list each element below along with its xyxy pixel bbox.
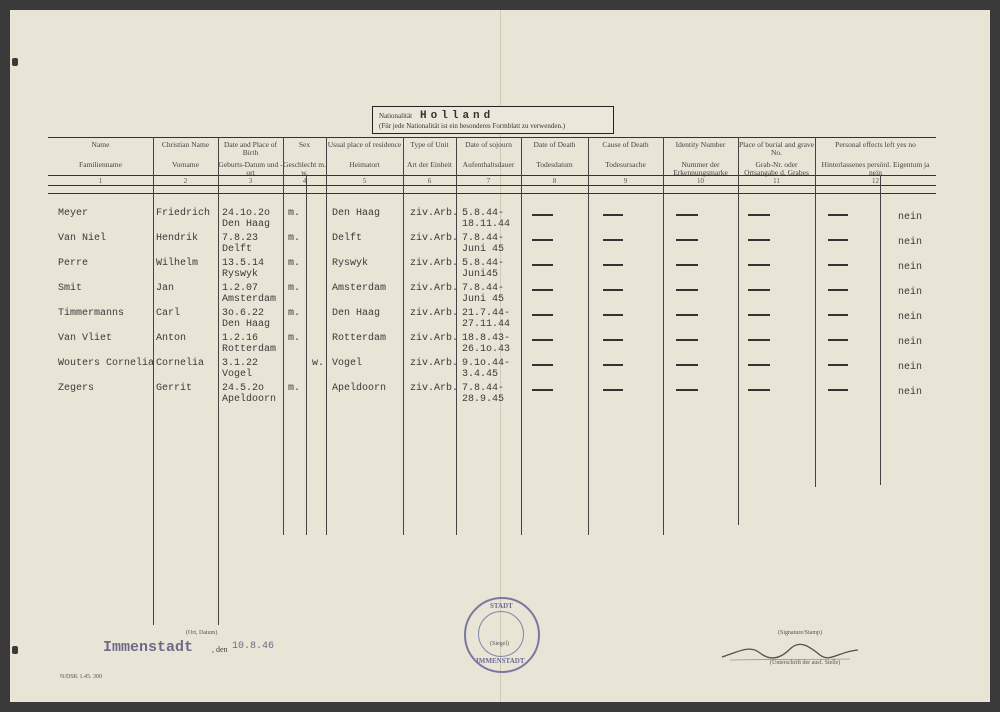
cell-sex-m: m. (288, 233, 301, 244)
cell-name: Timmermanns (58, 308, 125, 319)
column-header-en: Personal effects left yes no (835, 140, 916, 149)
empty-dash (603, 339, 623, 341)
cell-unit: ziv.Arb. (410, 333, 459, 344)
cell-effects: nein (898, 212, 923, 223)
city-seal (464, 597, 540, 673)
column-number: 8 (552, 177, 557, 185)
cell-name: Meyer (58, 208, 89, 219)
cell-stay1: 21.7.44- (462, 308, 511, 319)
form-code: N/DSK 1.45. 300 (60, 674, 103, 680)
column-rule (663, 137, 664, 535)
cell-birth1: 24.5.2o (222, 383, 265, 394)
column-number: 5 (362, 177, 367, 185)
seal-caption: (Siegel) (490, 641, 509, 647)
cell-name: Perre (58, 258, 89, 269)
cell-stay1: 9.1o.44- (462, 358, 511, 369)
seal-bottom-text: IMMENSTADT (476, 657, 525, 665)
empty-dash (532, 264, 553, 266)
cell-home: Amsterdam (332, 283, 387, 294)
cell-effects: nein (898, 287, 923, 298)
den-label: , den (212, 645, 228, 654)
empty-dash (828, 339, 848, 341)
empty-dash (532, 239, 553, 241)
empty-dash (603, 214, 623, 216)
column-rule (521, 137, 522, 535)
cell-stay2: 27.11.44 (462, 319, 511, 330)
cell-birth1: 3.1.22 (222, 358, 259, 369)
cell-unit: ziv.Arb. (410, 308, 459, 319)
column-header-de: Grab-Nr. oder Ortsangabe d. Grabes (744, 160, 809, 177)
column-rule (283, 137, 284, 535)
cell-sex-m: m. (288, 308, 301, 319)
empty-dash (748, 289, 770, 291)
cell-effects: nein (898, 237, 923, 248)
sex-subcolumn-rule (306, 175, 307, 535)
empty-dash (676, 339, 698, 341)
cell-birth2: Den Haag (222, 319, 271, 330)
cell-sex-w: w. (312, 358, 325, 369)
empty-dash (603, 264, 623, 266)
cell-name: Zegers (58, 383, 95, 394)
cell-stay2: 28.9.45 (462, 394, 505, 405)
column-header-de: Heimatort (349, 160, 380, 169)
nationality-label: Nationalität (379, 112, 413, 120)
empty-dash (603, 364, 623, 366)
column-header-de: Art der Einheit (407, 160, 452, 169)
cell-first: Cornelia (156, 358, 205, 369)
empty-dash (828, 264, 848, 266)
empty-dash (828, 289, 848, 291)
cell-birth1: 1.2.16 (222, 333, 259, 344)
cell-first: Jan (156, 283, 175, 294)
nationality-box (372, 106, 614, 134)
cell-effects: nein (898, 337, 923, 348)
cell-stay1: 7.8.44- (462, 233, 505, 244)
column-number: 7 (486, 177, 491, 185)
cell-stay2: Juni45 (462, 269, 499, 280)
cell-home: Rotterdam (332, 333, 387, 344)
handwritten-signature (720, 641, 860, 663)
cell-birth1: 1.2.07 (222, 283, 259, 294)
column-header-en: Usual place of residence (327, 140, 402, 149)
column-header-en: Date of Death (533, 140, 576, 149)
cell-home: Delft (332, 233, 363, 244)
column-rule (153, 137, 154, 625)
punch-hole (12, 646, 18, 654)
cell-stay2: 26.1o.43 (462, 344, 511, 355)
empty-dash (748, 314, 770, 316)
column-header-de: Familienname (79, 160, 122, 169)
cell-sex-m: m. (288, 333, 301, 344)
cell-home: Vogel (332, 358, 363, 369)
cell-home: Den Haag (332, 208, 381, 219)
signature-caption: (Signature/Stamp) (778, 630, 822, 636)
cell-effects: nein (898, 362, 923, 373)
nationality-note: (Für jede Nationalität ist ein besonderes Formblatt zu verwenden.) (379, 122, 566, 130)
cell-home: Den Haag (332, 308, 381, 319)
column-number: 1 (98, 177, 103, 185)
empty-dash (676, 264, 698, 266)
column-header-en: Date of sojourn (465, 140, 512, 149)
column-header-en: Cause of Death (602, 140, 649, 149)
empty-dash (532, 214, 553, 216)
empty-dash (828, 239, 848, 241)
punch-hole (12, 58, 18, 66)
cell-birth2: Den Haag (222, 219, 271, 230)
empty-dash (748, 264, 770, 266)
column-header-de: Nummer der Erkennungsmarke (673, 160, 728, 177)
column-rule (403, 137, 404, 535)
cell-name: Van Niel (58, 233, 107, 244)
nationality-value: Holland (420, 110, 495, 122)
empty-dash (828, 214, 848, 216)
column-header-en: Date and Place of Birth (223, 140, 278, 157)
empty-dash (828, 389, 848, 391)
column-rule (326, 137, 327, 535)
column-header-de: Aufenthaltsdauer (462, 160, 515, 169)
column-header-en: Christian Name (161, 140, 210, 149)
cell-name: Van Vliet (58, 333, 113, 344)
cell-effects: nein (898, 387, 923, 398)
empty-dash (603, 389, 623, 391)
empty-dash (748, 339, 770, 341)
empty-dash (676, 389, 698, 391)
cell-stay1: 5.8.44- (462, 258, 505, 269)
cell-effects: nein (898, 312, 923, 323)
column-header-en: Place of burial and grave No. (739, 140, 814, 157)
cell-first: Anton (156, 333, 187, 344)
column-rule (738, 137, 739, 525)
cell-birth2: Apeldoorn (222, 394, 277, 405)
empty-dash (828, 314, 848, 316)
column-number: 9 (623, 177, 628, 185)
column-number: 3 (248, 177, 253, 185)
empty-dash (676, 239, 698, 241)
place-date-caption: (Ort, Datum) (186, 630, 218, 636)
cell-sex-m: m. (288, 258, 301, 269)
column-number: 2 (183, 177, 188, 185)
cell-birth2: Vogel (222, 369, 253, 380)
empty-dash (676, 214, 698, 216)
empty-dash (676, 289, 698, 291)
signature-caption-de: (Unterschrift der ausf. Stelle) (770, 660, 841, 666)
cell-sex-m: m. (288, 283, 301, 294)
empty-dash (603, 239, 623, 241)
cell-sex-m: m. (288, 383, 301, 394)
cell-stay2: Juni 45 (462, 244, 505, 255)
cell-first: Carl (156, 308, 181, 319)
cell-first: Friedrich (156, 208, 211, 219)
column-header-de: Geburts-Datum und -ort (218, 160, 283, 177)
column-number: 10 (697, 177, 704, 185)
seal-top-text: STADT (490, 602, 513, 610)
cell-stay2: Juni 45 (462, 294, 505, 305)
cell-unit: ziv.Arb. (410, 233, 459, 244)
column-number: 12 (872, 177, 879, 185)
cell-stay2: 3.4.45 (462, 369, 499, 380)
column-header-de: Vorname (172, 160, 199, 169)
cell-birth1: 13.5.14 (222, 258, 265, 269)
cell-birth1: 24.1o.2o (222, 208, 271, 219)
column-number: 11 (773, 177, 780, 185)
column-rule (815, 137, 816, 487)
column-header-de: Geschlecht m. w. (283, 160, 326, 177)
cell-stay1: 18.8.43- (462, 333, 511, 344)
cell-home: Apeldoorn (332, 383, 387, 394)
cell-first: Wilhelm (156, 258, 199, 269)
cell-unit: ziv.Arb. (410, 383, 459, 394)
column-rule (218, 137, 219, 625)
empty-dash (603, 314, 623, 316)
empty-dash (676, 314, 698, 316)
cell-stay1: 7.8.44- (462, 283, 505, 294)
place-stamp: Immenstadt (103, 639, 194, 656)
cell-birth2: Rotterdam (222, 344, 277, 355)
empty-dash (532, 364, 553, 366)
cell-birth2: Amsterdam (222, 294, 277, 305)
column-header-de: Todesursache (605, 160, 646, 169)
cell-sex-m: m. (288, 208, 301, 219)
table-rule (48, 137, 936, 138)
cell-first: Hendrik (156, 233, 199, 244)
empty-dash (828, 364, 848, 366)
column-header-de: Hinterlassenes persönl. Eigentum ja nein (821, 160, 930, 177)
column-number: 6 (427, 177, 432, 185)
cell-stay2: 18.11.44 (462, 219, 511, 230)
cell-unit: ziv.Arb. (410, 358, 459, 369)
empty-dash (748, 389, 770, 391)
cell-unit: ziv.Arb. (410, 283, 459, 294)
cell-unit: ziv.Arb. (410, 208, 459, 219)
empty-dash (532, 314, 553, 316)
column-header-de: Todesdatum (536, 160, 573, 169)
empty-dash (748, 214, 770, 216)
empty-dash (603, 289, 623, 291)
column-header-en: Sex (298, 140, 311, 149)
cell-home: Ryswyk (332, 258, 369, 269)
empty-dash (532, 339, 553, 341)
cell-first: Gerrit (156, 383, 193, 394)
column-header-en: Type of Unit (410, 140, 449, 149)
table-rule (48, 185, 936, 186)
column-header-en: Identity Number (675, 140, 726, 149)
cell-stay1: 5.8.44- (462, 208, 505, 219)
empty-dash (532, 289, 553, 291)
column-rule (588, 137, 589, 535)
empty-dash (748, 239, 770, 241)
empty-dash (532, 389, 553, 391)
date-value: 10.8.46 (232, 641, 275, 652)
cell-name: Wouters Cornelia (58, 358, 155, 369)
effects-subcolumn-rule (880, 175, 881, 485)
cell-unit: ziv.Arb. (410, 258, 459, 269)
table-rule (48, 193, 936, 194)
cell-birth1: 3o.6.22 (222, 308, 265, 319)
empty-dash (748, 364, 770, 366)
column-header-en: Name (91, 140, 110, 149)
seal-inner-ring (478, 611, 524, 657)
empty-dash (676, 364, 698, 366)
cell-name: Smit (58, 283, 83, 294)
cell-birth1: 7.8.23 (222, 233, 259, 244)
cell-birth2: Delft (222, 244, 253, 255)
column-number: 4 (302, 177, 307, 185)
cell-stay1: 7.8.44- (462, 383, 505, 394)
cell-birth2: Ryswyk (222, 269, 259, 280)
cell-effects: nein (898, 262, 923, 273)
